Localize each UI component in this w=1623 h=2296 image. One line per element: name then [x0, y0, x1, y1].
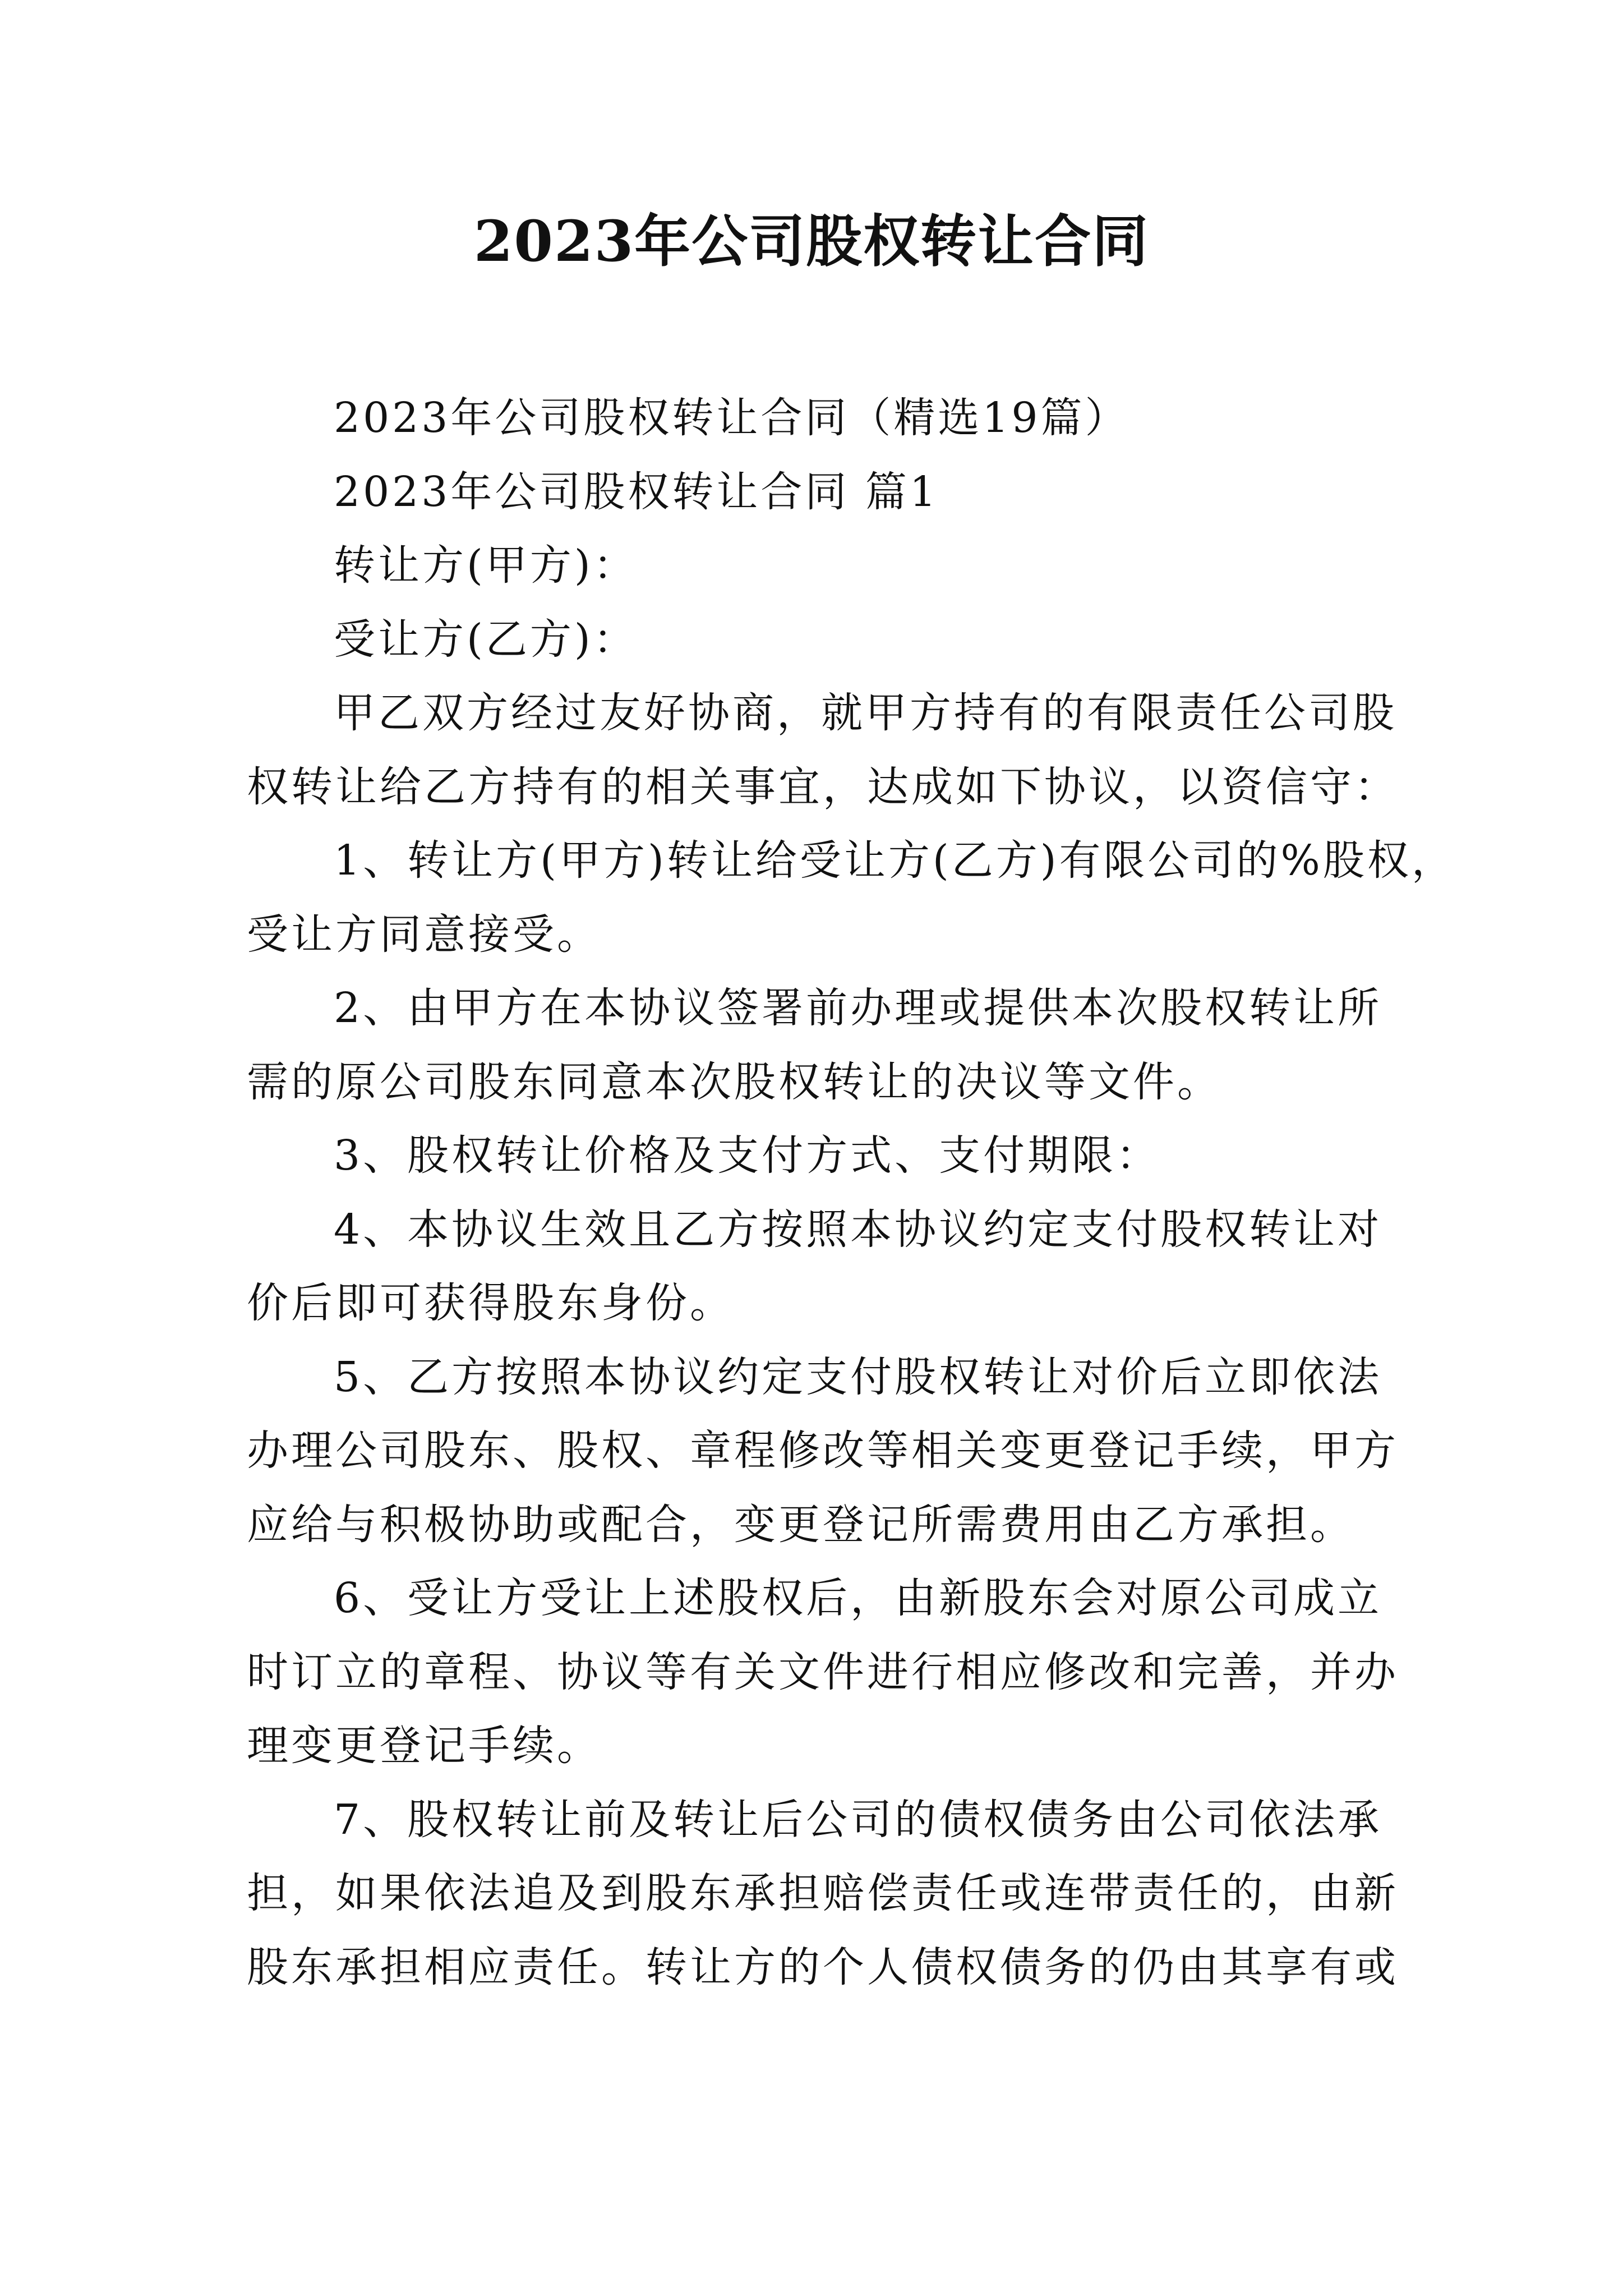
text-line: 股东承担相应责任。转让方的个人债权债务的仍由其享有或 — [247, 1943, 1399, 1991]
text-line: 3、股权转让价格及支付方式、支付期限： — [334, 1131, 1161, 1180]
text-line: 2、由甲方在本协议签署前办理或提供本次股权转让所 — [334, 984, 1382, 1032]
text-line: 应给与积极协助或配合，变更登记所需费用由乙方承担。 — [247, 1500, 1354, 1549]
text-line: 2023年公司股权转让合同 篇1 — [334, 467, 939, 516]
text-line: 担，如果依法追及到股东承担赔偿责任或连带责任的，由新 — [247, 1869, 1399, 1917]
text-line: 权转让给乙方持有的相关事宜，达成如下协议，以资信守： — [247, 762, 1399, 811]
text-line: 理变更登记手续。 — [247, 1722, 601, 1770]
text-line: 办理公司股东、股权、章程修改等相关变更登记手续，甲方 — [247, 1427, 1399, 1475]
text-line: 受让方同意接受。 — [247, 910, 601, 959]
text-line: 5、乙方按照本协议约定支付股权转让对价后立即依法 — [334, 1352, 1382, 1401]
text-line: 甲乙双方经过友好协商，就甲方持有的有限责任公司股 — [334, 689, 1397, 737]
text-line: 1、转让方(甲方)转让给受让方(乙方)有限公司的%股权， — [334, 836, 1456, 885]
document-title: 2023年公司股权转让合同 — [473, 208, 1150, 274]
text-line: 2023年公司股权转让合同（精选19篇） — [334, 394, 1129, 442]
text-line: 需的原公司股东同意本次股权转让的决议等文件。 — [247, 1057, 1221, 1106]
document-body — [247, 381, 1456, 2004]
text-line: 转让方(甲方)： — [334, 541, 638, 590]
text-line: 价后即可获得股东身份。 — [247, 1279, 734, 1327]
text-line: 6、受让方受让上述股权后，由新股东会对原公司成立 — [334, 1574, 1382, 1622]
text-line: 时订立的章程、协议等有关文件进行相应修改和完善，并办 — [247, 1648, 1399, 1696]
text-line: 7、股权转让前及转让后公司的债权债务由公司依法承 — [334, 1795, 1382, 1844]
text-line: 受让方(乙方)： — [334, 615, 638, 664]
text-line: 4、本协议生效且乙方按照本协议约定支付股权转让对 — [334, 1205, 1382, 1254]
